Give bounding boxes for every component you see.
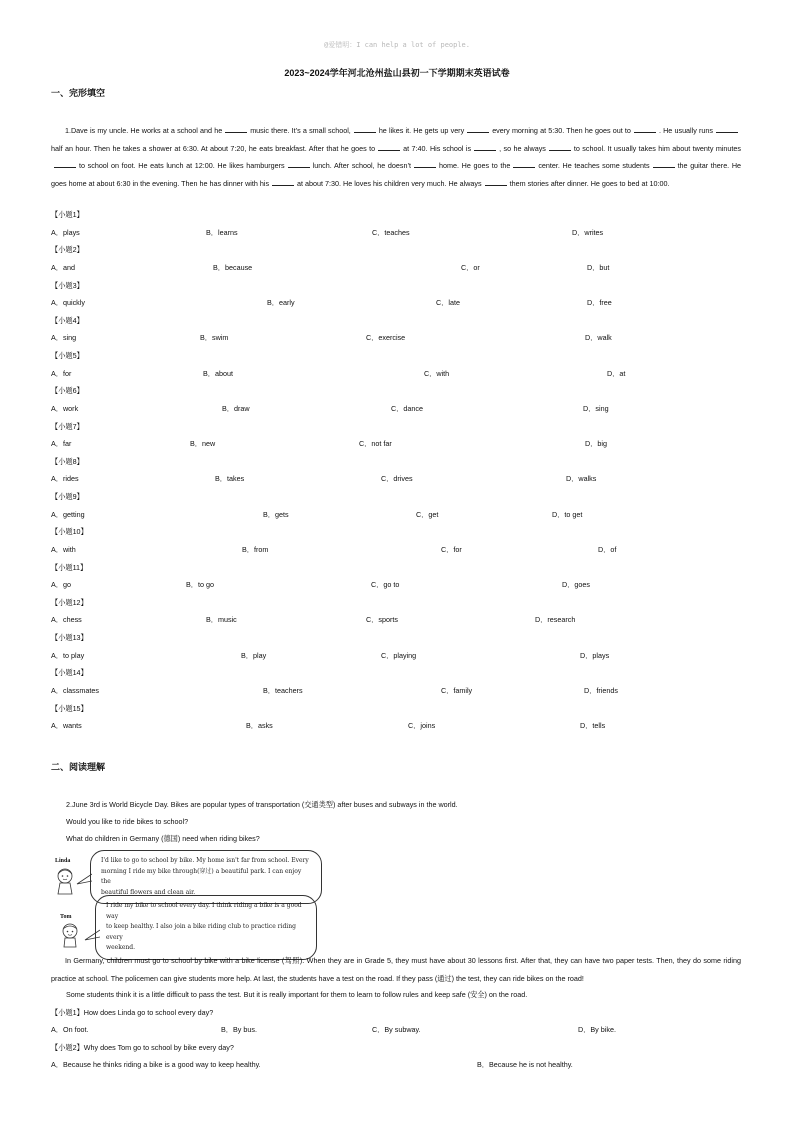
cloze-option-c[interactable]: C．or (461, 262, 480, 272)
cloze-option-d[interactable]: D．free (587, 298, 612, 308)
cloze-question-label: 【小题6】 (51, 386, 84, 396)
cloze-option-d[interactable]: D．tells (580, 721, 606, 731)
q1-option-d[interactable]: D．By bike. (578, 1025, 616, 1034)
cloze-option-c[interactable]: C．get (416, 509, 439, 519)
cloze-option-d[interactable]: D．but (587, 262, 610, 272)
cloze-option-b[interactable]: B．gets (263, 509, 289, 519)
cloze-question-label: 【小题11】 (51, 562, 88, 572)
cloze-option-d[interactable]: D．of (598, 544, 617, 554)
tom-speech-bubble: I ride my bike to school every day. I think riding a bike is a good way to keep healthy. I also join a bike riding club to practice riding every weekend. (95, 895, 317, 960)
cloze-question-label: 【小题4】 (51, 315, 84, 325)
cloze-option-c[interactable]: C．joins (408, 721, 436, 731)
cloze-option-b[interactable]: B．about (203, 368, 233, 378)
q1-option-c[interactable]: C．By subway. (372, 1025, 421, 1034)
cloze-option-a[interactable]: A．plays (51, 227, 80, 237)
page-title: 2023~2024学年河北沧州盐山县初一下学期期末英语试卷 (284, 68, 510, 78)
cloze-option-b[interactable]: B．because (213, 262, 253, 272)
cloze-question-label: 【小题13】 (51, 633, 88, 642)
cloze-option-b[interactable]: B．asks (246, 721, 273, 731)
cloze-option-b[interactable]: B．early (267, 298, 295, 308)
cloze-option-c[interactable]: C．sports (366, 615, 398, 625)
cloze-question-label: 【小题1】 (51, 210, 84, 219)
cloze-option-a[interactable]: A．classmates (51, 685, 99, 695)
reading-intro-3: What do children in Germany (德国) need when riding bikes? (66, 834, 260, 843)
reading-paragraph-2: Some students think it is a little difficult to pass the test. But it is really important for them to learn to follow rules and keep safe (安全) on the road. (66, 990, 528, 999)
cloze-option-a[interactable]: A．getting (51, 509, 85, 519)
cloze-option-d[interactable]: D．walks (566, 474, 597, 484)
linda-speech-bubble: I'd like to go to school by bike. My home isn't far from school. Every morning I ride my bike through(穿过) a beautiful park. I can enjoy the beautiful flowers and clean air. (90, 850, 322, 904)
reading-intro-1: 2.June 3rd is World Bicycle Day. Bikes are popular types of transportation (交通类型) after buses and subways in the world. (66, 800, 458, 809)
cloze-option-a[interactable]: A．quickly (51, 298, 85, 308)
tom-figure-icon (58, 922, 82, 948)
cloze-option-b[interactable]: B．takes (215, 474, 245, 484)
cloze-option-b[interactable]: B．teachers (263, 685, 303, 695)
cloze-option-b[interactable]: B．from (242, 544, 269, 554)
cloze-question-label: 【小题8】 (51, 456, 84, 466)
tom-name: Tom (60, 914, 72, 920)
cloze-option-d[interactable]: D．at (607, 368, 626, 378)
cloze-option-b[interactable]: B．to go (186, 580, 214, 590)
cloze-question-label: 【小题9】 (51, 492, 84, 501)
cloze-option-c[interactable]: C．dance (391, 403, 423, 413)
linda-name: Linda (55, 858, 71, 864)
reading-paragraph-1: In Germany, children must go to school by bike with a bike license (驾照). When they are in Grade 5, they must have about 30 lessons first. After that, they can have two paper tests. Then, they do some riding practice at school. The policemen can give students more help. At last, the students have a test on the road. If they pass (通过) the test, they can ride bikes on the road! (51, 956, 741, 983)
cloze-question-label: 【小题3】 (51, 280, 84, 290)
cloze-option-d[interactable]: D．friends (584, 685, 618, 695)
linda-figure-icon (52, 866, 78, 896)
cloze-option-a[interactable]: A．far (51, 439, 72, 449)
cloze-option-b[interactable]: B．draw (222, 403, 250, 413)
cloze-option-c[interactable]: C．not far (359, 439, 392, 449)
cloze-option-c[interactable]: C．family (441, 685, 473, 695)
cloze-option-b[interactable]: B．play (241, 650, 267, 660)
reading-intro-2: Would you like to ride bikes to school? (66, 817, 189, 826)
cloze-option-d[interactable]: D．walk (585, 333, 612, 343)
cloze-option-d[interactable]: D．research (535, 615, 576, 625)
cloze-option-d[interactable]: D．goes (562, 580, 590, 590)
cloze-option-a[interactable]: A．go (51, 580, 71, 590)
cloze-option-a[interactable]: A．rides (51, 474, 79, 484)
cloze-option-c[interactable]: C．teaches (372, 227, 410, 237)
cloze-option-c[interactable]: C．go to (371, 580, 400, 590)
cloze-option-c[interactable]: C．late (436, 298, 460, 308)
cloze-option-c[interactable]: C．with (424, 368, 450, 378)
cloze-option-b[interactable]: B．music (206, 615, 237, 625)
cloze-question-label: 【小题12】 (51, 597, 88, 607)
reading-question-2: 【小题2】Why does Tom go to school by bike every day? (51, 1043, 234, 1052)
cloze-option-a[interactable]: A．wants (51, 721, 82, 731)
section-heading-cloze: 一、完形填空 (51, 88, 106, 98)
q1-option-b[interactable]: B．By bus. (221, 1025, 257, 1034)
cloze-option-a[interactable]: A．with (51, 544, 76, 554)
cloze-option-a[interactable]: A．chess (51, 615, 82, 625)
q2-option-b[interactable]: B．Because he is not healthy. (477, 1060, 573, 1069)
cloze-question-label: 【小题14】 (51, 668, 88, 678)
cloze-passage: 1.Dave is my uncle. He works at a school and he music there. It’s a small school, he likes it. He gets up very every morning at 5:30. Then he goes out to . He usually runshalf an hour. Then he takes a shower at 6:30. At about 7:20, he eats breakfast. After that he goes to at 7:40. His school is , so he always to school. It usually takes him about twenty minutesto school on foot. He eats lunch at 12:00. He likes hamburgers lunch. After school, he doesn’t home. He goes to the center. He teaches some students the guitar there. He goes home at about 6:30 in the evening. Then he has dinner with his at about 7:30. He loves his children very much. He always them stories after dinner. He goes to bed at 10:00. (51, 126, 742, 188)
cloze-option-d[interactable]: D．sing (583, 403, 609, 413)
cloze-option-b[interactable]: B．swim (200, 333, 229, 343)
cloze-option-b[interactable]: B．learns (206, 227, 238, 237)
cloze-option-d[interactable]: D．big (585, 439, 607, 449)
section-heading-reading: 二、阅读理解 (51, 762, 106, 772)
cloze-option-a[interactable]: A．to play (51, 650, 85, 660)
cloze-option-c[interactable]: C．for (441, 544, 462, 554)
cloze-option-b[interactable]: B．new (190, 439, 216, 449)
cloze-question-label: 【小题7】 (51, 421, 84, 431)
cloze-question-label: 【小题10】 (51, 527, 88, 537)
cloze-option-a[interactable]: A．sing (51, 333, 77, 343)
cloze-question-label: 【小题2】 (51, 245, 84, 255)
q2-option-a[interactable]: A．Because he thinks riding a bike is a good way to keep healthy. (51, 1060, 261, 1069)
cloze-option-c[interactable]: C．drives (381, 474, 413, 484)
cloze-option-c[interactable]: C．exercise (366, 333, 406, 343)
cloze-option-d[interactable]: D．plays (580, 650, 610, 660)
cloze-question-label: 【小题15】 (51, 703, 88, 713)
cloze-option-d[interactable]: D．writes (572, 227, 604, 237)
reading-question-1: 【小题1】How does Linda go to school every day? (51, 1008, 214, 1017)
watermark: @爱错明：I can help a lot of people. (323, 41, 470, 49)
cloze-option-a[interactable]: A．and (51, 262, 75, 272)
cloze-option-a[interactable]: A．for (51, 368, 72, 378)
cloze-question-label: 【小题5】 (51, 351, 84, 360)
q1-option-a[interactable]: A．On foot. (51, 1025, 89, 1034)
cloze-option-a[interactable]: A．work (51, 403, 79, 413)
cloze-option-d[interactable]: D．to get (552, 509, 583, 519)
cloze-option-c[interactable]: C．playing (381, 650, 417, 660)
